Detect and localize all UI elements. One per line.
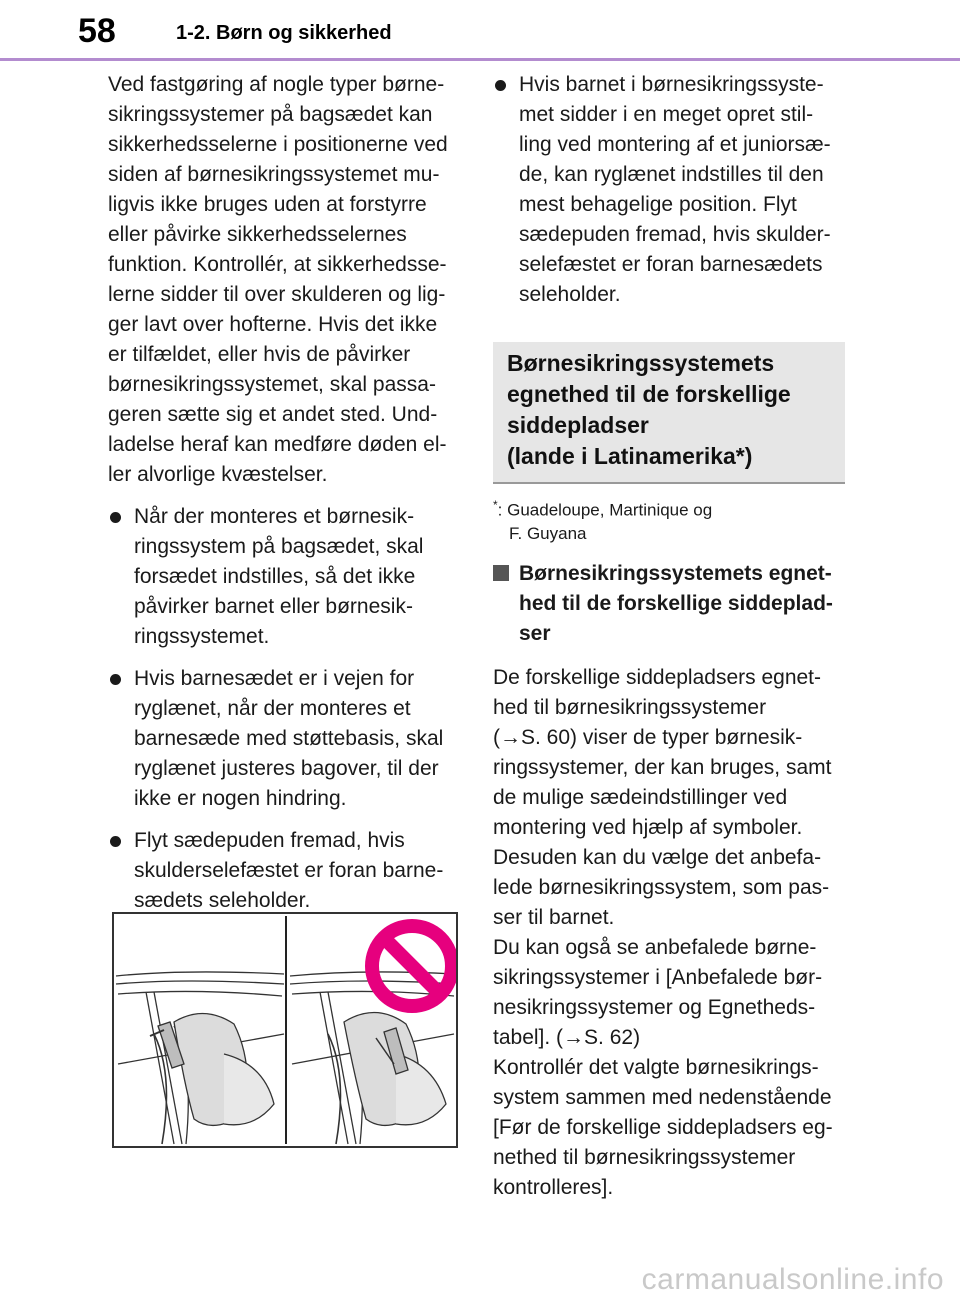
text-line: nesikringssystemer og Egnetheds- [493, 995, 816, 1019]
text-line: er tilfældet, eller hvis de påvirker [108, 343, 411, 366]
text-line: [Før de forskellige siddepladsers eg- [493, 1115, 833, 1139]
intro-paragraph [108, 70, 463, 490]
footnote-line: Guadeloupe, Martinique og [507, 500, 713, 520]
square-bullet-icon [493, 565, 509, 581]
text-line: sædets seleholder. [134, 889, 311, 912]
text-line: de, kan ryglænet indstilles til den [519, 163, 824, 186]
sub-heading-line: ser [519, 621, 551, 645]
text-line: ringssystemer, der kan bruges, samt [493, 755, 832, 779]
text-line: funktion. Kontrollér, at sikkerhedsse- [108, 253, 447, 276]
text-line: sædepuden fremad, hvis skulder- [519, 223, 831, 246]
text-line: skulderselefæstet er foran barne- [134, 859, 444, 882]
bullet-item [108, 502, 463, 652]
text-line: system sammen med nedenstående [493, 1085, 832, 1109]
heading-line: egnethed til de forskellige [507, 381, 791, 407]
text-line: Hvis barnesædet er i vejen for [134, 667, 415, 690]
text-line: met sidder i en meget opret stil- [519, 103, 814, 126]
text-line: påvirker barnet eller børnesik- [134, 595, 413, 618]
text-line: sikringssystemer på bagsædet kan [108, 103, 433, 126]
text-line: sikringssystemer i [Anbefalede bør- [493, 965, 823, 989]
page-number: 58 [78, 12, 116, 50]
text-line: mest behagelige position. Flyt [519, 193, 797, 216]
sub-heading-line: Børnesikringssystemets egnet- [519, 561, 832, 585]
text-line: Kontrollér det valgte børnesikrings- [493, 1055, 819, 1079]
text-line: ling ved montering af et juniorsæ- [519, 133, 831, 156]
text-line: ser til barnet. [493, 905, 615, 929]
prohibited-icon [372, 926, 452, 1006]
text-line: Når der monteres et børnesik- [134, 505, 415, 528]
text-line: hed til børnesikringssystemer [493, 695, 767, 719]
text-line: lede børnesikringssystem, som pas- [493, 875, 830, 899]
child-seat-drawing [114, 914, 456, 1146]
header-rule [0, 58, 960, 61]
text-line: ladelse heraf kan medføre døden el- [108, 433, 447, 456]
text-line: forsædet indstilles, så det ikke [134, 565, 416, 588]
footnote: *: Guadeloupe, Martinique og F. Guyana [493, 494, 843, 545]
bullet-item [108, 664, 463, 814]
sub-heading-line: hed til de forskellige siddeplad- [519, 591, 833, 615]
watermark: carmanualsonline.info [641, 1263, 944, 1296]
text-line: seleholder. [519, 283, 621, 306]
section-title: 1-2. Børn og sikkerhed [176, 22, 392, 44]
heading-line: Børnesikringssystemets [507, 350, 775, 376]
footnote-line: F. Guyana [509, 523, 587, 543]
right-column [493, 70, 843, 1203]
bullet-dot-icon [495, 80, 506, 91]
text-line: nethed til børnesikringssystemer [493, 1145, 796, 1169]
page-header [0, 0, 960, 62]
bullet-dot-icon [110, 836, 121, 847]
text-line: ringssystemet. [134, 625, 270, 648]
bullet-dot-icon [110, 674, 121, 685]
text-line: Hvis barnet i børnesikringssyste- [519, 73, 824, 96]
text-line: ligvis ikke bruges uden at forstyrre [108, 193, 427, 216]
left-column [108, 70, 463, 916]
text-line: sikkerhedsselerne i positionerne ved [108, 133, 448, 156]
text-line: Ved fastgøring af nogle typer børne- [108, 73, 445, 96]
footnote-mark: * [493, 498, 498, 512]
text-line: ringssystem på bagsædet, skal [134, 535, 424, 558]
text-line: selefæstet er foran barnesædets [519, 253, 823, 276]
text-line: lerne sidder til over skulderen og lig- [108, 283, 446, 306]
child-seat-illustration [112, 912, 458, 1148]
text-line: eller påvirke sikkerhedsselernes [108, 223, 407, 246]
text-line: Du kan også se anbefalede børne- [493, 935, 817, 959]
text-line: montering ved hjælp af symboler. [493, 815, 803, 839]
bullet-dot-icon [110, 512, 121, 523]
bullet-item [493, 70, 843, 310]
section-heading-box [493, 342, 845, 484]
page-reference-link[interactable]: tabel]. (→S. 62) [493, 1025, 641, 1049]
text-line: geren sætte sig et andet sted. Und- [108, 403, 438, 426]
text-line: ikke er nogen hindring. [134, 787, 347, 810]
text-line: ryglænet, når der monteres et [134, 697, 411, 720]
heading-line: siddepladser [507, 412, 649, 438]
text-line: Flyt sædepuden fremad, hvis [134, 829, 405, 852]
page-reference-link[interactable]: (→S. 60) viser de typer børnesik- [493, 725, 803, 749]
heading-line: (lande i Latinamerika*) [507, 443, 753, 469]
body-paragraph [493, 663, 843, 1203]
text-line: kontrolleres]. [493, 1175, 614, 1199]
text-line: ler alvorlige kvæstelser. [108, 463, 328, 486]
text-line: ryglænet justeres bagover, til der [134, 757, 439, 780]
text-line: børnesikringssystemet, skal passa- [108, 373, 436, 396]
text-line: ger lavt over hofterne. Hvis det ikke [108, 313, 438, 336]
text-line: de mulige sædeindstillinger ved [493, 785, 788, 809]
text-line: Desuden kan du vælge det anbefa- [493, 845, 822, 869]
text-line: De forskellige siddepladsers egnet- [493, 665, 822, 689]
sub-heading [493, 559, 843, 649]
bullet-item [108, 826, 463, 916]
text-line: siden af børnesikringssystemet mu- [108, 163, 440, 186]
text-line: barnesæde med støttebasis, skal [134, 727, 444, 750]
